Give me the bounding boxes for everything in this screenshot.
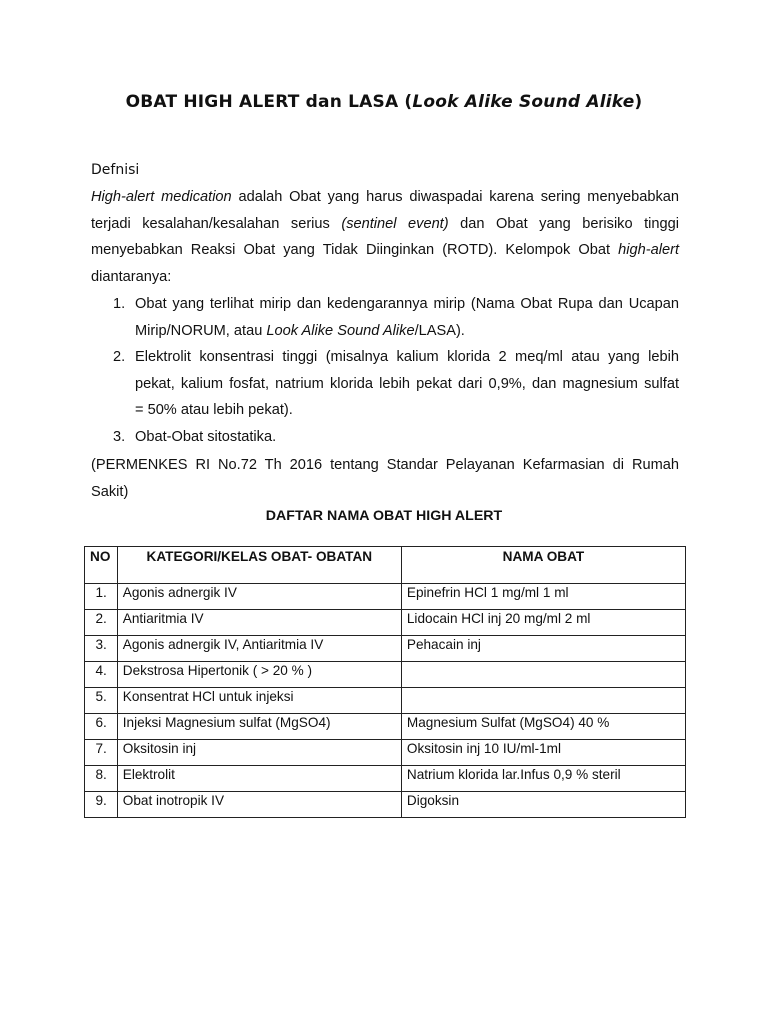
row-category: Agonis adnergik IV (117, 584, 401, 610)
title-italic: Look Alike Sound Alike (412, 92, 635, 112)
row-drug-name: Magnesium Sulfat (MgSO4) 40 % (401, 714, 685, 740)
row-drug-name (401, 662, 685, 688)
row-drug-name: Pehacain inj (401, 636, 685, 662)
row-number: 5. (85, 688, 118, 714)
table-title: DAFTAR NAMA OBAT HIGH ALERT (265, 508, 503, 524)
row-category: Agonis adnergik IV, Antiaritmia IV (117, 636, 401, 662)
list-item-number: 1. (113, 296, 126, 312)
definition-line-3: menyebabkan Reaksi Obat yang Tidak Diinginkan (ROTD). Kelompok Obat high-alert (91, 242, 679, 258)
list-item: 1. Obat yang terlihat mirip dan kedengarannya mirip (Nama Obat Rupa dan Ucapan Mirip/NORUM, atau Look Alike Sound Alike/LASA). (113, 291, 679, 344)
row-drug-name: Natrium klorida lar.Infus 0,9 % steril (401, 766, 685, 792)
definition-line-4: diantaranya: (91, 268, 172, 285)
table-row (85, 662, 686, 688)
row-number: 1. (85, 584, 118, 610)
table-row (85, 584, 686, 610)
reference-line-1: (PERMENKES RI No.72 Th 2016 tentang Standar Pelayanan Kefarmasian di Rumah (91, 457, 679, 473)
row-drug-name: Lidocain HCl inj 20 mg/ml 2 ml (401, 610, 685, 636)
table-row (85, 792, 686, 818)
definition-line-1: High-alert medication adalah Obat yang harus diwaspadai karena sering menyebabkan (91, 189, 679, 205)
table-row (85, 766, 686, 792)
definition-line-2: terjadi kesalahan/kesalahan serius (sentinel event) dan Obat yang berisiko tinggi (91, 215, 680, 232)
definition-paragraph (91, 184, 679, 290)
list-item: 3. Obat-Obat sitostatika. (113, 424, 679, 451)
row-number: 8. (85, 766, 118, 792)
definition-term: High-alert medication (91, 189, 232, 205)
row-drug-name (401, 688, 685, 714)
row-number: 3. (85, 636, 118, 662)
table-row (85, 740, 686, 766)
table-row (85, 688, 686, 714)
row-category: Antiaritmia IV (117, 610, 401, 636)
table-row (85, 636, 686, 662)
row-drug-name: Epinefrin HCl 1 mg/ml 1 ml (401, 584, 685, 610)
row-category: Obat inotropik IV (117, 792, 401, 818)
title-suffix: ) (634, 92, 643, 112)
table-row (85, 610, 686, 636)
reference-line-2: Sakit) (91, 483, 129, 500)
drug-table (84, 546, 686, 818)
list-item-number: 2. (113, 349, 126, 365)
row-category: Elektrolit (117, 766, 401, 792)
row-number: 2. (85, 610, 118, 636)
reference-paragraph (91, 452, 679, 505)
table-header-row (85, 547, 686, 584)
row-category: Dekstrosa Hipertonik ( > 20 % ) (117, 662, 401, 688)
title-prefix: OBAT HIGH ALERT dan LASA ( (125, 92, 413, 112)
row-drug-name: Oksitosin inj 10 IU/ml-1ml (401, 740, 685, 766)
row-category: Injeksi Magnesium sulfat (MgSO4) (117, 714, 401, 740)
row-number: 6. (85, 714, 118, 740)
definition-heading: Defnisi (91, 162, 140, 178)
list-item: 2. Elektrolit konsentrasi tinggi (misalnya kalium klorida 2 meq/ml atau yang lebih pekat, kalium fosfat, natrium klorida lebih pekat dari 0,9%, dan magnesium sulfat = 50% atau lebih pekat). (113, 344, 679, 424)
column-header-category: KATEGORI/KELAS OBAT- OBATAN (117, 547, 401, 584)
row-category: Konsentrat HCl untuk injeksi (117, 688, 401, 714)
row-category: Oksitosin inj (117, 740, 401, 766)
table-row (85, 714, 686, 740)
row-number: 9. (85, 792, 118, 818)
column-header-name: NAMA OBAT (401, 547, 685, 584)
column-header-no: NO (85, 547, 118, 584)
row-number: 7. (85, 740, 118, 766)
list-item-number: 3. (113, 429, 126, 445)
row-number: 4. (85, 662, 118, 688)
row-drug-name: Digoksin (401, 792, 685, 818)
document-title (0, 92, 768, 112)
